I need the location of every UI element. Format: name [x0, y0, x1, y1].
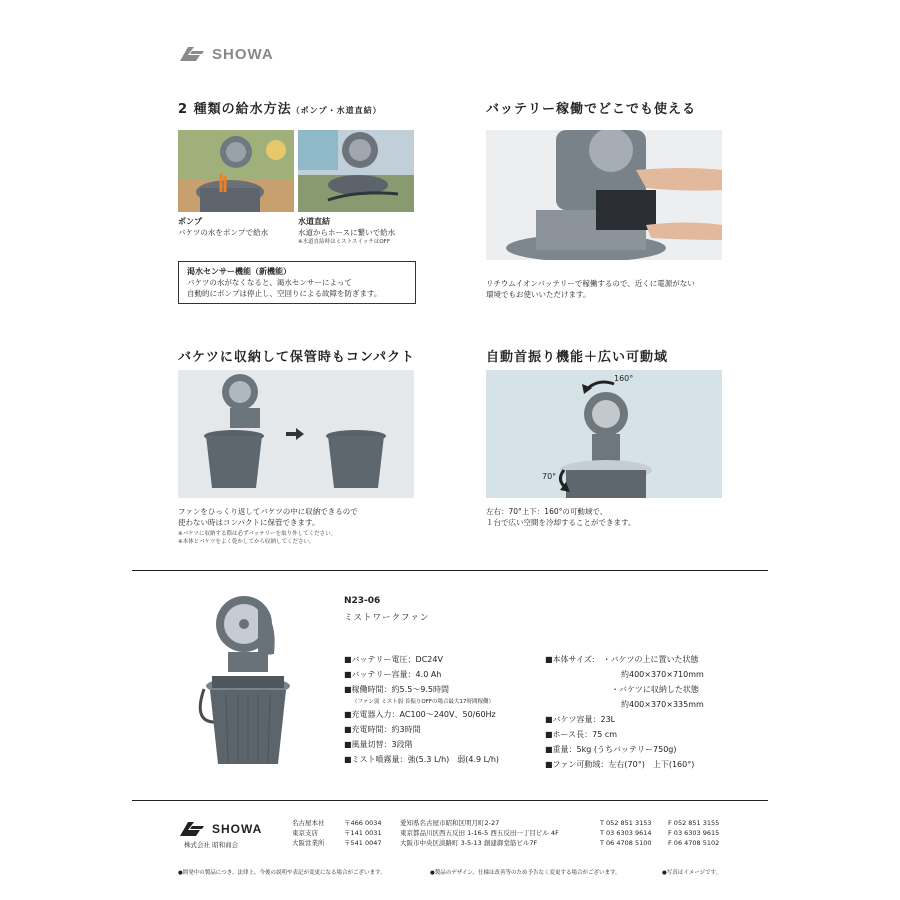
specs-right	[545, 652, 704, 772]
disclaimer-2: ●製品のデザイン、仕様は改善等のため予告なく変更する場合がございます。	[430, 870, 621, 876]
showa-logo-icon	[178, 820, 206, 838]
water-section-title: 2 種類の給水方法（ポンプ・水道直結）	[178, 102, 382, 117]
spec-size-on: 約400×370×710mm	[621, 670, 704, 679]
footer-divider	[132, 800, 768, 801]
brand-logo	[178, 45, 274, 63]
spec-size-stored: 約400×370×335mm	[621, 700, 704, 709]
tap-caption: 水道直結 水道からホースに繋いで給水 ※水道直結時はミストスイッチはOFF	[298, 217, 396, 245]
swing-caption: 左右：70°上下：160°の可動域で、 １台で広い空間を冷却することができます。	[486, 507, 636, 527]
spec-bucket: ■バケツ容量：23L	[545, 715, 616, 724]
disclaimer-1: ●開発中の製品につき、法律上、今後の説明や表記が変更になる場合がございます。	[178, 870, 386, 876]
spec-hose: ■ホース長：75 cm	[545, 730, 618, 739]
angle-160-label: 160°	[614, 374, 634, 383]
pump-photo	[178, 130, 294, 212]
storage-section-title: バケツに収納して保管時もコンパクト	[178, 350, 415, 365]
battery-caption: リチウムイオンバッテリーで稼働するので、近くに電源がない 環境でもお使いいただけます。	[486, 279, 695, 299]
product-model: N23-06	[344, 596, 381, 606]
swing-section-title: 自動首振り機能＋広い可動域	[486, 350, 669, 365]
disclaimer-3: ●写真はイメージです。	[662, 870, 722, 876]
battery-section-title: バッテリー稼働でどこでも使える	[486, 102, 697, 117]
spec-runtime: ■稼働時間：約5.5〜9.5時間	[344, 685, 450, 694]
showa-logo-icon	[178, 45, 206, 63]
pump-caption: ポンプ バケツの水をポンプで給水	[178, 217, 269, 237]
footer-brand-name: SHOWA	[212, 822, 263, 836]
office-names: 名古屋本社 東京支店 大阪営業所	[292, 819, 325, 847]
angle-70-label: 70°	[542, 472, 557, 481]
spec-size: ■本体サイズ: ・バケツの上に置いた状態	[545, 655, 699, 664]
storage-caption: ファンをひっくり返してバケツの中に収納できるので 使わない時はコンパクトに保管できます。	[178, 507, 358, 527]
spec-airflow: ■風量切替：3段階	[344, 740, 413, 749]
spec-charger: ■充電器入力：AC100〜240V、50/60Hz	[344, 710, 496, 719]
product-name: ミストワークファン	[344, 613, 430, 623]
storage-notes: ※バケツに収納する際は必ずバッテリーを取り外してください。 ※本体とバケツをよく乾かしてから収納してください。	[178, 531, 337, 545]
office-faxes: F 052 851 3155 F 03 6303 9615 F 06 4708 5102	[668, 819, 720, 847]
spec-mist: ■ミスト噴霧量：強(5.3 L/h) 弱(4.9 L/h)	[344, 755, 500, 764]
tap-photo	[298, 130, 414, 212]
spec-range: ■ファン可動域：左右(70°) 上下(160°)	[545, 760, 695, 769]
swing-photo	[486, 370, 722, 498]
storage-photo	[178, 370, 414, 498]
company-name: 株式会社 昭和商会	[184, 841, 239, 849]
spec-voltage: ■バッテリー電圧：DC24V	[344, 655, 443, 664]
spec-size-stored-label: ・バケツに収納した状態	[611, 685, 699, 694]
office-addresses: 愛知県名古屋市昭和区明月町2-27 東京都品川区西五反田 1-16-5 西五反田一丁目ビル 4F 大阪市中央区淡路町 3-5-13 創建御堂筋ビル7F	[400, 819, 559, 847]
office-zips: 〒466 0034 〒141 0031 〒541 0047	[344, 819, 382, 847]
spec-runtime-note: （ファン弱 ミスト弱 首振りOFFの場合最大17時間稼働）	[352, 699, 495, 705]
section-divider	[132, 570, 768, 571]
brand-name: SHOWA	[212, 45, 274, 63]
spec-weight: ■重量：5kg (うちバッテリー750g)	[545, 745, 677, 754]
office-tels: T 052 851 3153 T 03 6303 9614 T 06 4708 5100	[600, 819, 652, 847]
product-photo	[198, 594, 298, 769]
specs-left	[344, 652, 499, 767]
footer-logo	[178, 820, 262, 838]
spec-charge-time: ■充電時間：約3時間	[344, 725, 421, 734]
battery-photo	[486, 130, 722, 260]
spec-capacity: ■バッテリー容量：4.0 Ah	[344, 670, 442, 679]
sensor-box: 渇水センサー機能（新機能） バケツの水がなくなると、渇水センサーによって 自動的にポンプは停止し、空回りによる故障を防ぎます。	[178, 261, 416, 304]
